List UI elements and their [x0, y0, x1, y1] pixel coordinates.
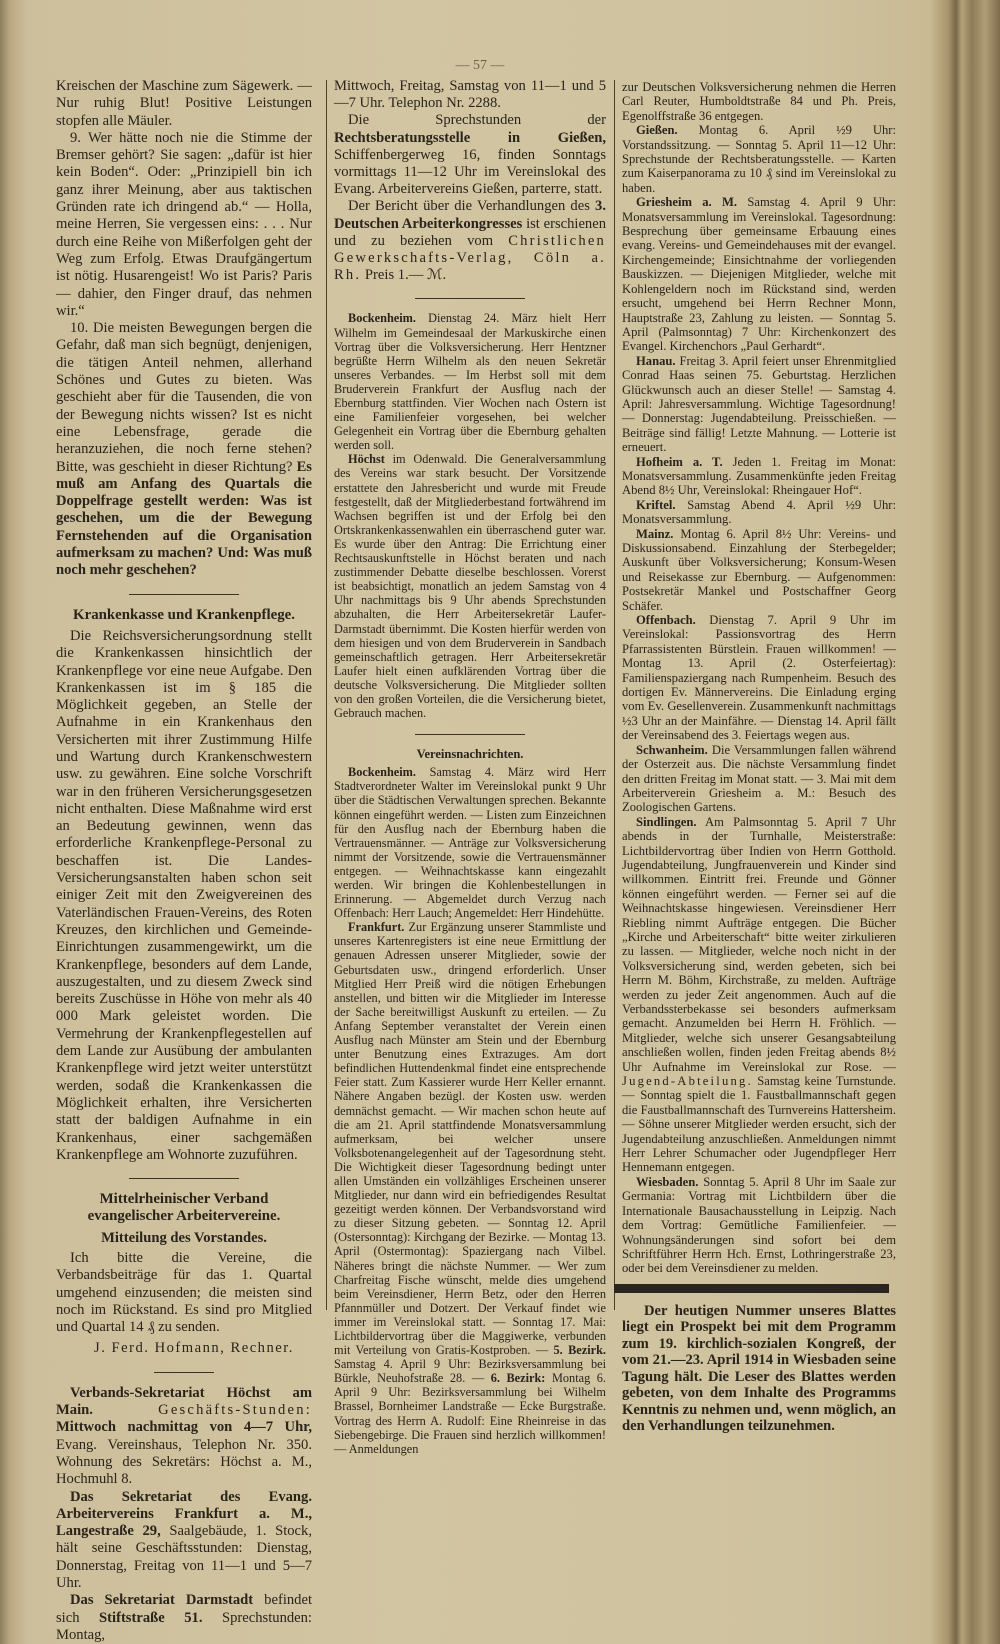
bold-text: Bockenheim. [348, 311, 416, 326]
section-heading: Mittelrheinischer Verband evangelischer Arbeitervereine. [87, 1191, 281, 1225]
text: Ich bitte die Vereine, die Verbandsbeiträge für das 1. Quartal umgehend einzusenden; die meisten sind noch im Rückstand. Es sind pro Mitglied und Quartal 14 ₰ zu senden. [56, 1250, 312, 1336]
text: Die Sprechstunden der [348, 112, 606, 129]
article-paragraph [56, 78, 312, 130]
bold-text: Hanau. [636, 353, 676, 368]
text: Der Bericht über die Verhandlungen des [348, 198, 596, 215]
column-divider [326, 80, 327, 1310]
article-paragraph [334, 198, 606, 284]
section-divider [415, 734, 525, 735]
bold-text: Offenbach. [636, 613, 696, 628]
text: Samstag 4. April 9 Uhr: Monatsversammlung im Vereinslokal. Tagesordnung: Besprechung über gemeinsame Erbauung eines evang. Vereins- und Gemeindehauses mit der evangel. Kirchengemeinde; Einsichtnahme der vorliegenden Bauskizzen. — Diejenigen Mitglieder, welche mit Kohlengeldern noch im Rückstand sind, werden ersucht, umgehend bei Herrn Rechner Monn, Hauptstraße 23, Zahlung zu leisten. — Sonntag 5. April (Palmsonntag) 7 Uhr: Kirchenkonzert des Evangel. Kirchenchors „Paul Gerhardt“. [622, 195, 896, 354]
page-number: — 57 — [455, 58, 505, 73]
bold-text: Mainz. [636, 526, 674, 541]
bold-text: Es muß am Anfang des Quartals die Doppelfrage gestellt werden: Was ist geschehen, um die der Bewegung Fernstehenden auf die Organisation aufmerksam zu machen? Und: Was muß noch mehr geschehen? [56, 458, 312, 579]
article-paragraph [334, 78, 606, 112]
text: Jeden 1. Freitag im Monat: Monatsversammlung. Zusammenkünfte jeden Freitag Abend 8½ Uhr, Vereinslokal: Rheingauer Hof“. [622, 454, 896, 498]
article-paragraph [56, 320, 312, 579]
bold-text: Rechtsberatungsstelle in Gießen, [334, 129, 606, 146]
bold-text: Hofheim a. T. [636, 454, 723, 469]
text: Samstag keine Turnstunde. — Sonntag spielt die 1. Faustballmannschaft gegen die Faustballmannschaft des Turnvereins Hattersheim. — Söhne unserer Mitglieder werden ersucht, sich der Jugendabteilung anzuschließen. Anmeldungen nimmt Herr Lehrer Schumacher oder Jugendpfleger Herr Hennemann entgegen. [622, 1074, 896, 1175]
article-paragraph [334, 311, 606, 452]
text: Sonntag 5. April 8 Uhr im Saale zur Germania: Vortrag mit Lichtbildern über die Internationale Bausachausstellung in Leipzig. Nach dem Vortrag: Gemütliche Familienfeier. — Wohnungsänderungen sind sofort bei dem Schriftführer Herrn Hch. Ernst, Lothringerstraße 23, oder bei dem Vereinsdiener zu melden. [622, 1174, 896, 1276]
spaced-text: Jugend-Abteilung. [622, 1074, 753, 1089]
article-paragraph [622, 498, 896, 527]
spaced-text: Christlichen Gewerkschafts-Verlag, Cöln a. Rh. [334, 232, 606, 284]
bold-text: 3. Deutschen Arbeiterkongresses [334, 198, 606, 232]
text: Die Versammlungen fallen während der Osterzeit aus. Die nächste Versammlung findet den dritten Freitag im Monat statt. — 3. Mai mit dem Arbeiterverein Griesheim a. M.: Besuch des Zoologischen Gartens. [622, 742, 896, 815]
bold-text: Schwanheim. [636, 742, 708, 757]
bold-text: Griesheim a. M. [636, 195, 738, 210]
bold-text: Wiesbaden. [636, 1174, 699, 1189]
text: Schiffenbergerweg 16, finden Sonntags vormittags 11—12 Uhr im Vereinslokal des Evang. Arbeitervereins Gießen, parterre, statt. [334, 146, 606, 198]
bold-text: 5. Bezirk. [553, 1343, 606, 1358]
bold-text: Sindlingen. [636, 814, 697, 829]
bold-text: Bockenheim. [348, 765, 416, 780]
text: Am Palmsonntag 5. April 7 Uhr abends in der Turnhalle, Meisterstraße: Lichtbildervortrag über Indien von Herrn Gotthold. Jugendabteilung, Jungfrauenverein und Kinder sind willkommen. Eintritt frei. Freunde und Gönner können eingeführt werden. — Ferner sei auf die Weihnachtskasse hingewiesen. Vereinsdiener Herr Riebling nimmt Aufträge entgegen. Die Bücher „Kirche und Arbeiterschaft“ bitte weiter zirkulieren zu lassen. — Mitglieder, welche noch nicht in der Volksversicherung sind, werden gebeten, sich bei Herrn M. Böhm, Kirchstraße, zu melden. Aufträge werden zu jeder Zeit angenommen. Auch auf die Verbandssterbekasse sei besonders aufmerksam gemacht. Anzumelden bei Herrn H. Fröhlich. — Mitglieder, welche sich unserer Gesangsabteilung anschließen wollen, finden jeden Freitag abends 8½ Uhr Aufnahme im Vereinslokal zur Rose. — [622, 814, 896, 1074]
text: Mittwoch, Freitag, Samstag von 11—1 und 5—7 Uhr. Telephon Nr. 2288. [334, 78, 606, 112]
column-right [622, 80, 896, 1435]
text: Saalgebäude, 1. Stock, hält seine Geschäftsstunden: Dienstag, Donnerstag, Freitag von 11—1 und 5—7 Uhr. [56, 1523, 312, 1592]
text: ist erschienen und zu beziehen vom [334, 215, 607, 249]
article-paragraph [622, 195, 896, 353]
middle-intro-section [334, 78, 606, 299]
text: Montag 6. April 9 Uhr: Bezirksversammlung bei Wilhelm Brassel, Bornheimer Landstraße — Ecke Burgstraße. Vortrag des Herrn A. Rudolf: Eine Rheinreise in das Siebengebirge. Die Frauen sind herzlich willkommen! — Anmeldungen [334, 1371, 606, 1456]
article-paragraph [56, 1592, 312, 1644]
bold-text: Frankfurt. [348, 920, 405, 935]
section-divider [415, 298, 525, 299]
article-paragraph [622, 743, 896, 815]
article-paragraph [622, 815, 896, 1175]
article-paragraph [56, 1385, 312, 1489]
article-paragraph [56, 1250, 312, 1336]
text: Kreischen der Maschine zum Sägewerk. — Nur ruhig Blut! Positive Leistungen stopfen alle Mäuler. [56, 78, 312, 129]
bold-text: 6. Bezirk: [490, 1371, 546, 1386]
text: Samstag Abend 4. April ½9 Uhr: Monatsversammlung. [622, 497, 896, 527]
article-paragraph [56, 1489, 312, 1593]
article-paragraph [622, 354, 896, 455]
thick-divider-bar [614, 1284, 889, 1293]
article-paragraph [622, 1175, 896, 1276]
column-left [56, 78, 312, 1644]
text: Freitag 3. April feiert unser Ehrenmitglied Conrad Haas seinen 75. Geburtstag. Herzlichen Glückwunsch auch an dieser Stelle! — Samstag 4. April: Jahresversammlung. Wichtige Tagesordnung! — Donnerstag: Jugendabteilung. Preisschießen. — Beiträge sind fällig! Letzte Mahnung. — Lotterie ist erneuert. [622, 353, 896, 455]
text: Montag 6. April ½9 Uhr: Vorstandssitzung. — Sonntag 5. April 11—12 Uhr: Sprechstunde der Rechtsberatungsstelle. — Karten zum Kaiserpanorama zu 10 ₰ sind im Vereinslokal zu haben. [622, 123, 896, 195]
column-divider [614, 80, 615, 1310]
bold-text: Kriftel. [636, 497, 676, 512]
column-middle [334, 78, 606, 1456]
bold-text: Mittwoch nachmittag von 4—7 Uhr, [56, 1419, 312, 1436]
bold-text: Das Sekretariat Darmstadt [70, 1592, 254, 1609]
section-divider [129, 594, 239, 595]
text: 10. Die meisten Bewegungen bergen die Gefahr, daß man sich begnügt, denjenigen, die tätigen Anteil nehmen, allerhand Schönes und Gutes zu bieten. Was geschieht aber für die Tausenden, die von der Bewegung nichts wissen? Ist es nicht eine Lebensfrage, gerade die heranzuziehen, die noch ferne stehen? Bitte, was geschieht in dieser Richtung? [56, 320, 312, 475]
bold-text: Gießen. [636, 123, 678, 138]
text: 9. Wer hätte noch nie die Stimme der Bremser gehört? Sie sagen: „dafür ist hier kein Boden“. Oder: „Prinzipiell bin ich ganz ihrer Meinung, aber aus taktischen Gründen rate ich dringend ab.“ — Holla, meine Herren, Sie vergessen eins: . . . Nur durch eine Reihe von Mißerfolgen geht der Weg zum Erfolg. Etwas Draufgängertum ist nötig. Husarengeist! Wo ist Paris? Paris — dahier, den Finger drauf, das nehmen wir.“ [56, 129, 312, 319]
article-paragraph [334, 920, 606, 1456]
article-paragraph [56, 628, 312, 1164]
bold-text: Höchst [348, 452, 385, 467]
text: Dienstag 24. März hielt Herr Wilhelm im Gemeindesaal der Markuskirche einen Vortrag über die Volksversicherung. Herr Hentzner begrüßte Herrn Wilhelm als den neuen Sekretär unseres Verbandes. — Im Herbst soll mit dem Bruderverein Frankfurt der Ausflug nach der Ebernburg stattfinden. Vier Wochen nach Ostern ist eine Familienfeier vorgesehen, bei welcher Gelegenheit ein Vortrag über die Ebernburg gehalten werden soll. [334, 311, 606, 453]
article-paragraph [622, 80, 896, 123]
text: befindet sich [56, 1592, 312, 1626]
spaced-text: Geschäfts-Stunden: [158, 1402, 312, 1419]
text: Die Reichsversicherungsordnung stellt die Krankenkassen hinsichtlich der Krankenpflege vor eine neue Aufgabe. Den Krankenkassen ist im § 185 die Möglichkeit gegeben, an Stelle der Aufnahme in ein Krankenhaus den Versicherten mit ihrer Zustimmung Hilfe und Wartung durch Krankenschwestern usw. zu gewähren. Eine solche Vorschrift war in den früheren Versicherungsgesetzen nicht enthalten. Diese Maßnahme wird erst an Bedeutung gewinnen, wenn das erforderliche Krankenpflege-Personal zu beschaffen ist. Die Landes-Versicherungsanstalten haben schon seit einiger Zeit mit den Zweigvereinen des Vaterländischen Frauen-Vereins, des Roten Kreuzes, den kirchlichen und Gemeinde-Einrichtungen zusammengewirkt, um die Krankenpflege, besonders auf dem Lande, auszugestalten, und zu diesem Zweck sind bereits Zuschüsse in Höhe von mehr als 40 000 Mark geleistet worden. Die Vermehrung der Krankenpflegestellen auf dem Lande zur Ausübung der ambulanten Krankenpflege wird jetzt weiter unterstützt werden, sodaß die Krankenkassen die Möglichkeit erhalten, ihre Versicherten statt der baldigen Aufnahme in ein Krankenhaus, einer sachgemäßen Krankenpflege am Wohnorte zuzuführen. [56, 627, 312, 1163]
bold-text: Stiftstraße 51. [99, 1609, 203, 1626]
article-paragraph [56, 130, 312, 320]
article-paragraph [622, 613, 896, 743]
sub-heading: Mitteilung des Vorstandes. [101, 1229, 267, 1246]
article-paragraph [334, 452, 606, 720]
text: Preis 1.— ℳ. [361, 267, 447, 284]
text: Samstag 4. März wird Herr Stadtverordneter Walter im Vereinslokal punkt 9 Uhr über die Städtischen Verwaltungen sprechen. Bekannte können eingeführt werden. — Listen zum Einzeichnen für den Ausflug nach der Ebernburg haben die Vertrauensmänner. — Anträge zur Volksversicherung nimmt der Vorsitzende, sowie die Vertrauensmänner entgegen. — Weihnachtskasse kann eingezahlt werden. Wir bringen die Kohlenbestellungen in Erinnerung. — Abgemeldet durch Verzug nach Offenbach: Herr Lauch; Angemeldet: Herr Hindehütte. [334, 765, 606, 921]
text: Dienstag 7. April 9 Uhr im Vereinslokal: Passionsvortrag des Herrn Pfarrassistenten Bürstlein. Frauen willkommen! — Montag 13. April (2. Osterfeiertag): Familienspaziergang nach Rumpenheim. Besuch des dortigen Ev. Männervereins. Die Einladung erging vom Ev. Gesellenverein. Zusammenkunft nachmittags ½3 Uhr an der Mainfähre. — Dienstag 14. April fällt der Vereinsabend des 3. Feiertags wegen aus. [622, 613, 896, 743]
announcement-notice [622, 1303, 896, 1435]
article-paragraph [622, 123, 896, 195]
text: Montag 6. April 8½ Uhr: Vereins- und Diskussionsabend. Einzahlung der Sterbegelder; Auskunft über Volksversicherung; Konsum-Wesen und Reisekasse zur Ebernburg. — Aufgenommen: Postsekretär Mankel und Postschaffner Georg Schäfer. [622, 526, 896, 613]
text: zur Deutschen Volksversicherung nehmen die Herren Carl Reuter, Humboldtstraße 84 und Ph. Preis, Egenolffstraße 36 entgegen. [622, 80, 896, 123]
article-paragraph [334, 112, 606, 198]
article-paragraph [622, 455, 896, 498]
middle-news-section [334, 311, 606, 1455]
section-heading: Vereinsnachrichten. [416, 747, 524, 762]
text: Evang. Vereinshaus, Telephon Nr. 350. Wohnung des Sekretärs: Höchst a. M., Hochmuhl 8. [56, 1436, 312, 1488]
bold-text: Das Sekretariat des Evang. Arbeitervereins Frankfurt a. M., Langestraße 29, [56, 1488, 312, 1540]
article-paragraph [622, 527, 896, 613]
text: Sprechstunden: Montag, [56, 1609, 312, 1643]
text: Der heutigen Nummer unseres Blattes liegt ein Prospekt bei mit dem Programm zum 19. kirchlich-sozialen Kongreß, der vom 21.—23. April 1914 in Wiesbaden seine Tagung hält. Die Leser des Blattes werden gebeten, von dem Inhalte des Programms Kenntnis zu nehmen und, wenn möglich, an den Verhandlungen teilzunehmen. [622, 1302, 896, 1435]
article-paragraph [334, 765, 606, 920]
text: im Odenwald. Die Generalversammlung des Vereins war stark besucht. Der Vorsitzende erstattete den Jahresbericht und wurde mit Freude festgestellt, daß der Mitgliederbestand fortwährend im Wachsen begriffen ist und der Erfolg bei den Ortskrankenkassenwahlen ein überraschend guter war. Es wurde über den Antrag: Die Errichtung einer Rechtsauskunftstelle in Höchst beraten und nach zustimmender Debatte dieselbe beschlossen. Vorerst ist beabsichtigt, monatlich an jedem Samstag von 4 Uhr nachmittags bis 9 Uhr abends Sprechstunden abzuhalten, die Herr Arbeitersekretär Laufer-Darmstadt übernimmt. Die Kosten hierfür werden von dem hiesigen und von dem Bruderverein in Sandbach gemeinschaftlich getragen. Herr Arbeitersekretär Laufer hielt einen aufklärenden Vortrag über die deutsche Volksversicherung. Die Mitglieder sollten von den großen Vorteilen, die die Versicherung bietet, Gebrauch machen. [334, 452, 606, 721]
section-divider [129, 1178, 239, 1179]
text: Samstag 4. April 9 Uhr: Bezirksversammlung bei Bürkle, Neuhofstraße 28. — [334, 1357, 606, 1386]
text: Zur Ergänzung unserer Stammliste und unseres Kartenregisters ist eine neue Ermittlung der genauen Adressen unserer Mitglieder, sowie der Geburtsdaten usw., dringend erforderlich. Unser Mitglied Herr Preiß wird die nötigen Erhebungen anstellen, und bitten wir die Mitglieder im Interesse der Sache bereitwilligst Auskunft zu erteilen. — Zu Anfang September veranstaltet der Verein einen Ausflug nach Münster am Stein und der Ebernburg unter Benutzung eines Extrazuges. Am dort befindlichen Huttendenkmal findet eine entsprechende Feier statt. Zum Kassierer wurde Herr Keller ernannt. Nähere Angaben bezügl. der Kosten usw. werden demnächst gemacht. — Wir machen schon heute auf die am 21. April stattfindende Monatsversammlung aufmerksam, bei welcher unsere Volksbotenangelegenheit auf der Tagesordnung steht. Die Wichtigkeit dieser Tagesordnung bedingt unter allen Umständen ein vollzähliges Erscheinen unserer Mitglieder, nur dann wird ein befriedigendes Resultat gezeitigt werden können. Der Verbandsvorstand wird zu dieser Sitzung gebeten. — Sonntag 12. April (Ostersonntag): Kirchgang der Bezirke. — Montag 13. April (Ostermontag): Spaziergang nach Vilbel. Näheres bringt die nächste Nummer. — Wer zum Charfreitag Fische wünscht, melde dies umgehend beim Vereinsdiener, Herrn Betz, oder den Herren Pfannmüller und Dotzert. Der Verkauf findet wie immer im Vereinslokal statt. — Sonntag 17. Mai: Lichtbildervortrag über die Maggiwerke, verbunden mit Verteilung von Gratis-Kostproben. — [334, 920, 606, 1358]
signature: J. Ferd. Hofmann, Rechner. [94, 1340, 294, 1357]
section-divider [154, 1372, 214, 1373]
text [93, 1402, 158, 1418]
bold-text: Verbands-Sekretariat Höchst am Main. [56, 1384, 312, 1419]
section-heading: Krankenkasse und Krankenpflege. [73, 606, 295, 623]
